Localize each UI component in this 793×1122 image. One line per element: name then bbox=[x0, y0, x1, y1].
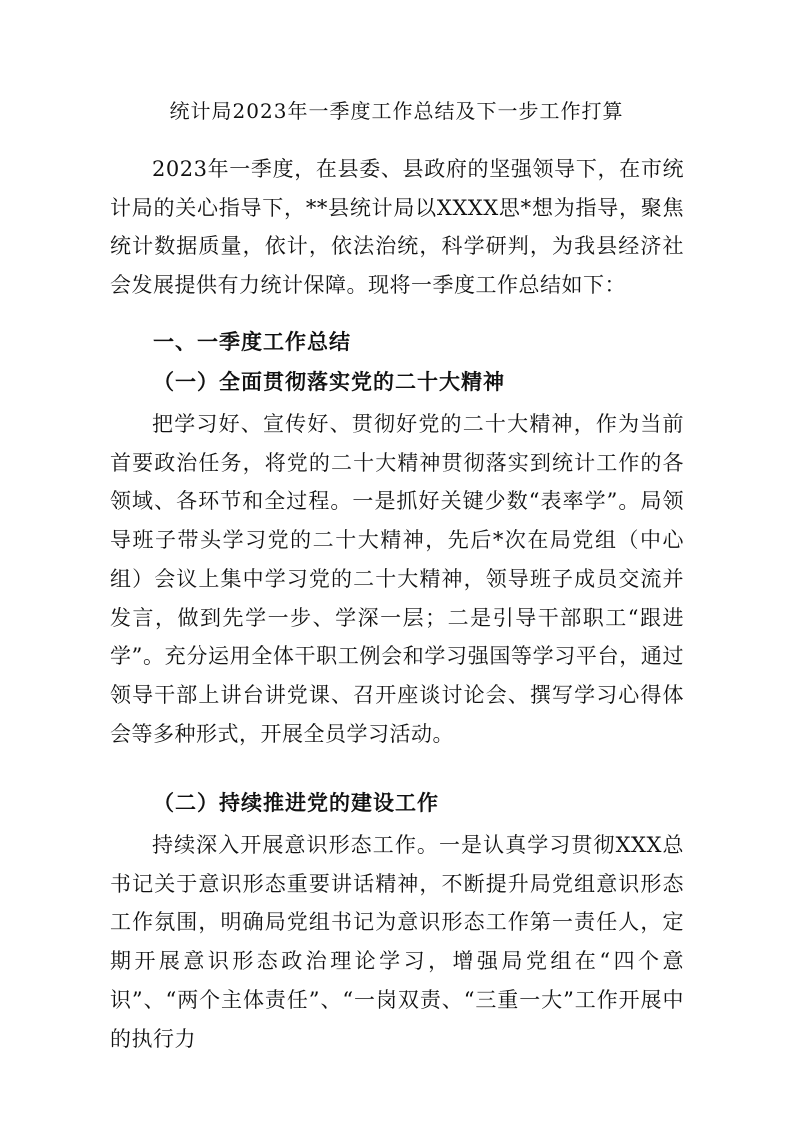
subsection-heading-1: （一）全面贯彻落实党的二十大精神 bbox=[153, 370, 505, 394]
subsection-1-paragraph: 把学习好、宣传好、贯彻好党的二十大精神，作为当前首要政治任务，将党的二十大精神贯彻落实到统计工作的各领域、各环节和全过程。一是抓好关键少数“表率学”。局领导班子带头学习党的二十大精神，先后*次在局党组（中心组）会议上集中学习党的二十大精神，领导班子成员交流并发言，做到先学一步、学深一层；二是引导干部职工“跟进学”。充分运用全体干职工例会和学习强国等学习平台，通过领导干部上讲台讲党课、召开座谈讨论会、撰写学习心得体会等多种形式，开展全员学习活动。 bbox=[110, 412, 684, 746]
section-heading-summary: 一、一季度工作总结 bbox=[153, 330, 351, 354]
document-title: 统计局2023年一季度工作总结及下一步工作打算 bbox=[169, 99, 624, 123]
subsection-2-paragraph: 持续深入开展意识形态工作。一是认真学习贯彻XXX总书记关于意识形态重要讲话精神，不断提升局党组意识形态工作氛围，明确局党组书记为意识形态工作第一责任人，定期开展意识形态政治理论学习，增强局党组在“四个意识”、“两个主体责任”、“一岗双责、“三重一大”工作开展中的执行力 bbox=[110, 833, 684, 1051]
intro-paragraph: 2023年一季度，在县委、县政府的坚强领导下，在市统计局的关心指导下，**县统计局以XXXX思*想为指导，聚焦统计数据质量，依计，依法治统，科学研判，为我县经济社会发展提供有力统计保障。现将一季度工作总结如下： bbox=[110, 157, 684, 298]
subsection-heading-2: （二）持续推进党的建设工作 bbox=[153, 791, 439, 815]
